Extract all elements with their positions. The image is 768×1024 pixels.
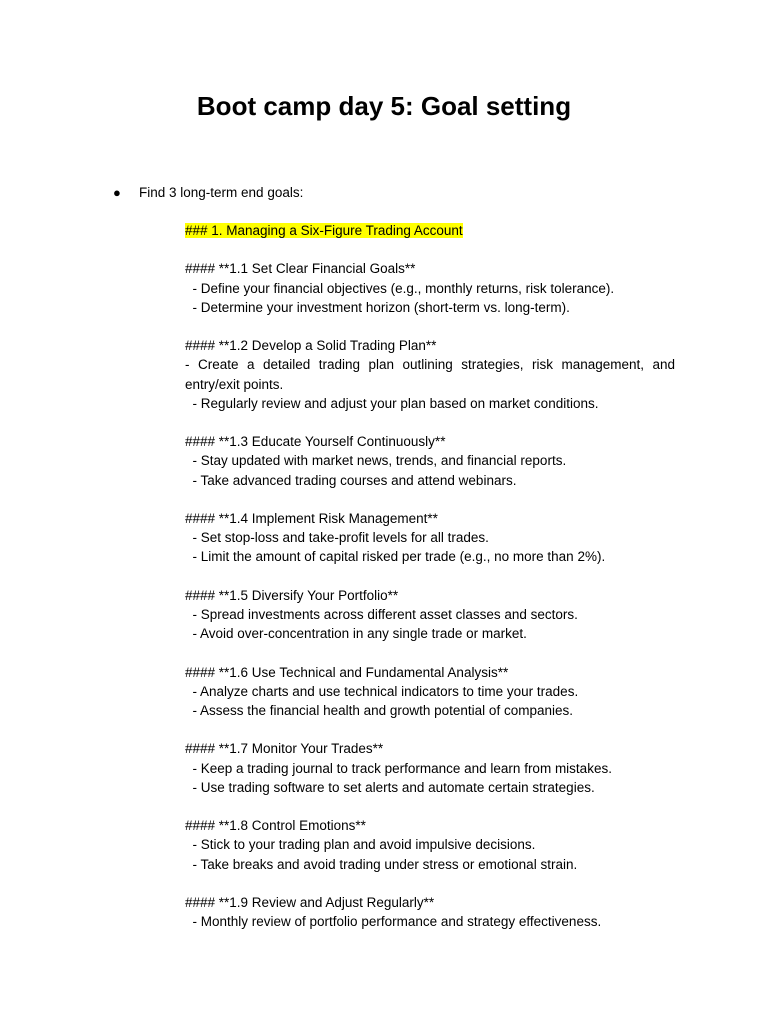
subsection-heading: #### **1.1 Set Clear Financial Goals** — [185, 261, 416, 277]
subsection — [185, 739, 675, 797]
subsection-line: - Spread investments across different asset classes and sectors. — [185, 606, 578, 622]
spacer — [185, 317, 675, 336]
subsection — [185, 432, 675, 490]
bullet-text: Find 3 long-term end goals: — [139, 185, 304, 200]
subsection-line: - Keep a trading journal to track performance and learn from mistakes. — [185, 760, 612, 776]
subsection-heading: #### **1.4 Implement Risk Management** — [185, 510, 438, 526]
subsection — [185, 893, 675, 931]
subsection-line: - Regularly review and adjust your plan based on market conditions. — [185, 395, 599, 411]
subsection-heading: #### **1.6 Use Technical and Fundamental Analysis** — [185, 664, 509, 680]
subsection-line: - Assess the financial health and growth potential of companies. — [185, 702, 573, 718]
spacer — [185, 413, 675, 432]
subsection — [185, 663, 675, 721]
subsection-heading: #### **1.8 Control Emotions** — [185, 818, 366, 834]
subsection-line: - Avoid over-concentration in any single trade or market. — [185, 626, 527, 642]
spacer — [185, 490, 675, 509]
spacer — [185, 567, 675, 586]
page-title: Boot camp day 5: Goal setting — [196, 91, 572, 121]
subsection-line: - Stay updated with market news, trends, and financial reports. — [185, 453, 567, 469]
subsection-heading: #### **1.3 Educate Yourself Continuously** — [185, 434, 446, 450]
subsection-line: - Monthly review of portfolio performance and strategy effectiveness. — [185, 914, 602, 930]
subsection-heading: #### **1.7 Monitor Your Trades** — [185, 741, 384, 757]
subsection-line: - Take breaks and avoid trading under stress or emotional strain. — [185, 856, 578, 872]
spacer — [185, 797, 675, 816]
subsection-line: - Take advanced trading courses and attend webinars. — [185, 472, 517, 488]
subsection — [185, 816, 675, 874]
subsection-line: - Determine your investment horizon (short-term vs. long-term). — [185, 299, 570, 315]
goal-body — [185, 221, 675, 931]
spacer — [185, 240, 675, 259]
subsection-line: - Define your financial objectives (e.g., monthly returns, risk tolerance). — [185, 280, 615, 296]
spacer — [185, 720, 675, 739]
subsection — [185, 336, 675, 413]
subsection-line: - Use trading software to set alerts and automate certain strategies. — [185, 779, 595, 795]
subsection-line: - Set stop-loss and take-profit levels for all trades. — [185, 530, 489, 546]
subsection-heading: #### **1.9 Review and Adjust Regularly** — [185, 894, 435, 910]
section-heading-highlighted: ### 1. Managing a Six-Figure Trading Account — [185, 223, 463, 238]
subsection — [185, 509, 675, 567]
subsection — [185, 259, 675, 317]
subsection-line: - Stick to your trading plan and avoid impulsive decisions. — [185, 837, 536, 853]
subsection — [185, 586, 675, 644]
subsection-line: - Create a detailed trading plan outlining strategies, risk management, and — [185, 357, 675, 373]
bullet-dot-icon: ● — [113, 185, 121, 200]
section-heading-row — [185, 221, 675, 240]
subsection-heading: #### **1.5 Diversify Your Portfolio** — [185, 587, 399, 603]
subsection-line: - Analyze charts and use technical indicators to time your trades. — [185, 683, 579, 699]
spacer — [185, 643, 675, 662]
spacer — [185, 874, 675, 893]
subsection-line: - Limit the amount of capital risked per trade (e.g., no more than 2%). — [185, 549, 606, 565]
subsection-line: entry/exit points. — [185, 376, 284, 392]
subsection-heading: #### **1.2 Develop a Solid Trading Plan** — [185, 338, 437, 354]
